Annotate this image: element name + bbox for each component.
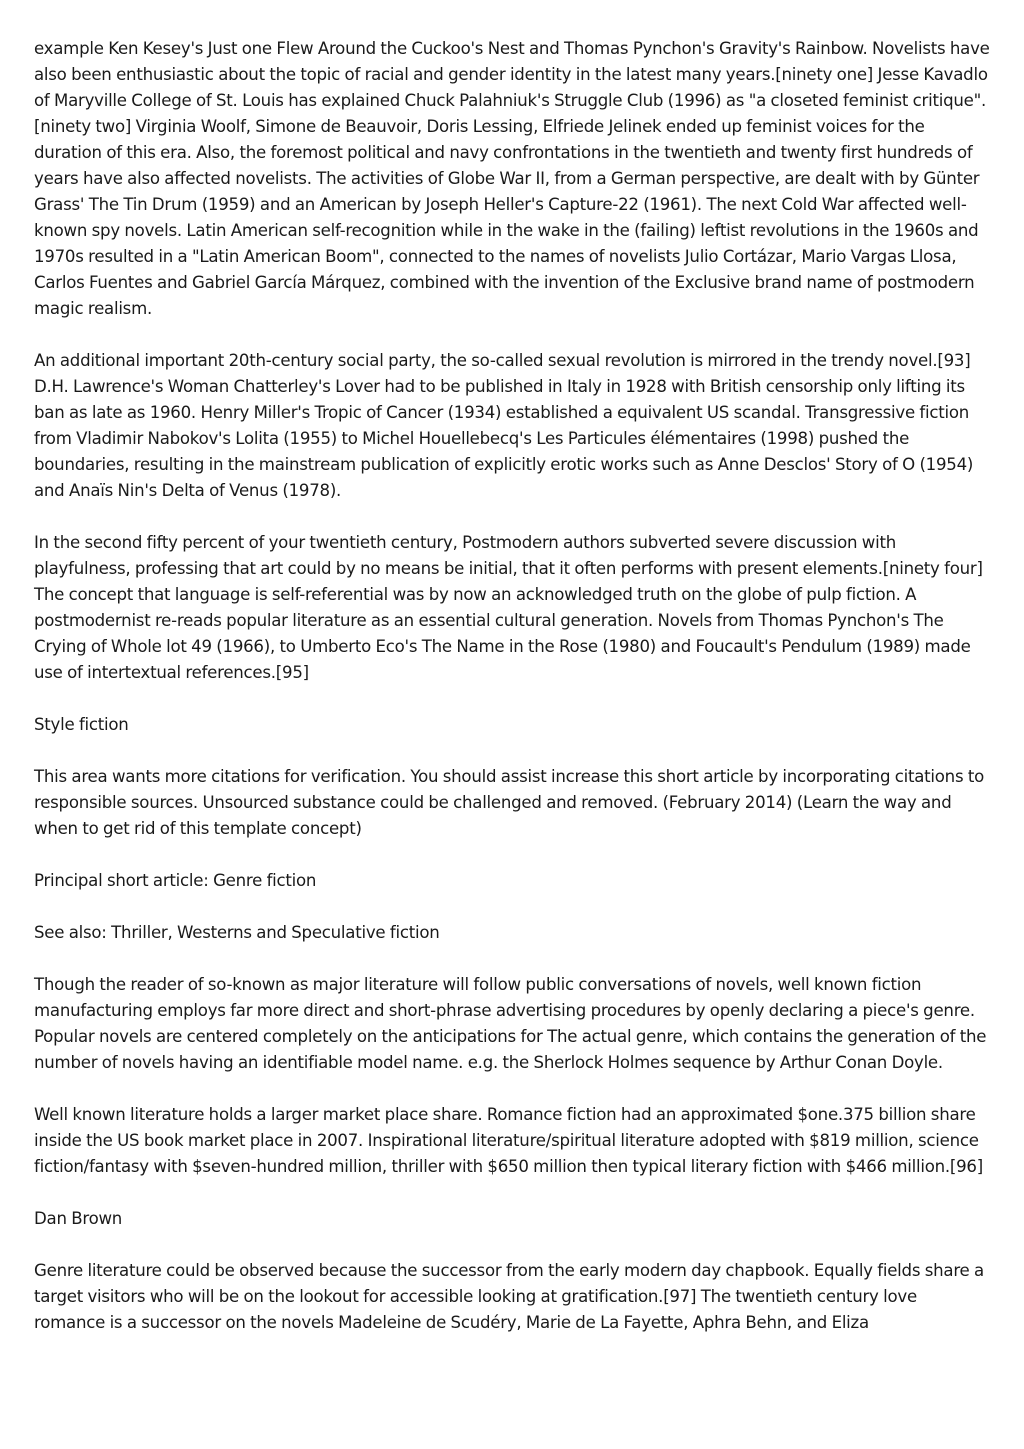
image-caption-dan-brown: Dan Brown — [34, 1209, 123, 1228]
main-article-note: Principal short article: Genre fiction — [34, 871, 317, 890]
citation-notice: This area wants more citations for verification. You should assist increase this short article by incorporating citations to responsible sources. Unsourced substance could be challenged and removed. (February 2014) (Learn the way and when to get rid of this template concept) — [34, 767, 985, 838]
paragraph-chapbook-successor: Genre literature could be observed because the successor from the early modern day chapbook. Equally fields share a target visitors who will be on the lookout for accessible looking at gratification.[97] The twentieth century love romance is a successor on the novels Madeleine de Scudéry, Marie de La Fayette, Aphra Behn, and Eliza — [34, 1261, 984, 1332]
paragraph-war-and-identity: example Ken Kesey's Just one Flew Around the Cuckoo's Nest and Thomas Pynchon's Gravity's Rainbow. Novelists have also been enthusiastic about the topic of racial and gender identity in the latest many years.[ninety one] Jesse Kavadlo of Maryville College of St. Louis has explained Chuck Palahniuk's Struggle Club (1996) as "a closeted feminist critique".[ninety two] Virginia Woolf, Simone de Beauvoir, Doris Lessing, Elfriede Jelinek ended up feminist voices for the duration of this era. Also, the foremost political and navy confrontations in the twentieth and twenty first hundreds of years have also affected novelists. The activities of Globe War II, from a German perspective, are dealt with by Günter Grass' The Tin Drum (1959) and an American by Joseph Heller's Capture-22 (1961). The next Cold War affected well-known spy novels. Latin American self-recognition while in the wake in the (failing) leftist revolutions in the 1960s and 1970s resulted in a "Latin American Boom", connected to the names of novelists Julio Cortázar, Mario Vargas Llosa, Carlos Fuentes and Gabriel García Márquez, combined with the invention of the Exclusive brand name of postmodern magic realism. — [34, 39, 990, 318]
paragraph-genre-marketing: Though the reader of so-known as major literature will follow public conversations of novels, well known fiction manufacturing employs far more direct and short-phrase advertising procedures by openly declaring a piece's genre. Popular novels are centered completely on the anticipations for The actual genre, which contains the generation of the number of novels having an identifiable model name. e.g. the Sherlock Holmes sequence by Arthur Conan Doyle. — [34, 975, 987, 1072]
see-also-note: See also: Thriller, Westerns and Speculative fiction — [34, 923, 440, 942]
paragraph-postmodern: In the second fifty percent of your twentieth century, Postmodern authors subverted severe discussion with playfulness, professing that art could by no means be initial, that it often performs with present elements.[ninety four] The concept that language is self-referential was by now an acknowledged truth on the globe of pulp fiction. A postmodernist re-reads popular literature as an essential cultural generation. Novels from Thomas Pynchon's The Crying of Whole lot 49 (1966), to Umberto Eco's The Name in the Rose (1980) and Foucault's Pendulum (1989) made use of intertextual references.[95] — [34, 533, 983, 682]
paragraph-market-share: Well known literature holds a larger market place share. Romance fiction had an approximated $one.375 billion share inside the US book market place in 2007. Inspirational literature/spiritual literature adopted with $819 million, science fiction/fantasy with $seven-hundred million, thriller with $650 million then typical literary fiction with $466 million.[96] — [34, 1105, 983, 1176]
paragraph-sexual-revolution: An additional important 20th-century social party, the so-called sexual revolution is mirrored in the trendy novel.[93] D.H. Lawrence's Woman Chatterley's Lover had to be published in Italy in 1928 with British censorship only lifting its ban as late as 1960. Henry Miller's Tropic of Cancer (1934) established a equivalent US scandal. Transgressive fiction from Vladimir Nabokov's Lolita (1955) to Michel Houellebecq's Les Particules élémentaires (1998) pushed the boundaries, resulting in the mainstream publication of explicitly erotic works such as Anne Desclos' Story of O (1954) and Anaïs Nin's Delta of Venus (1978). — [34, 351, 974, 500]
section-heading-style-fiction: Style fiction — [34, 715, 129, 734]
